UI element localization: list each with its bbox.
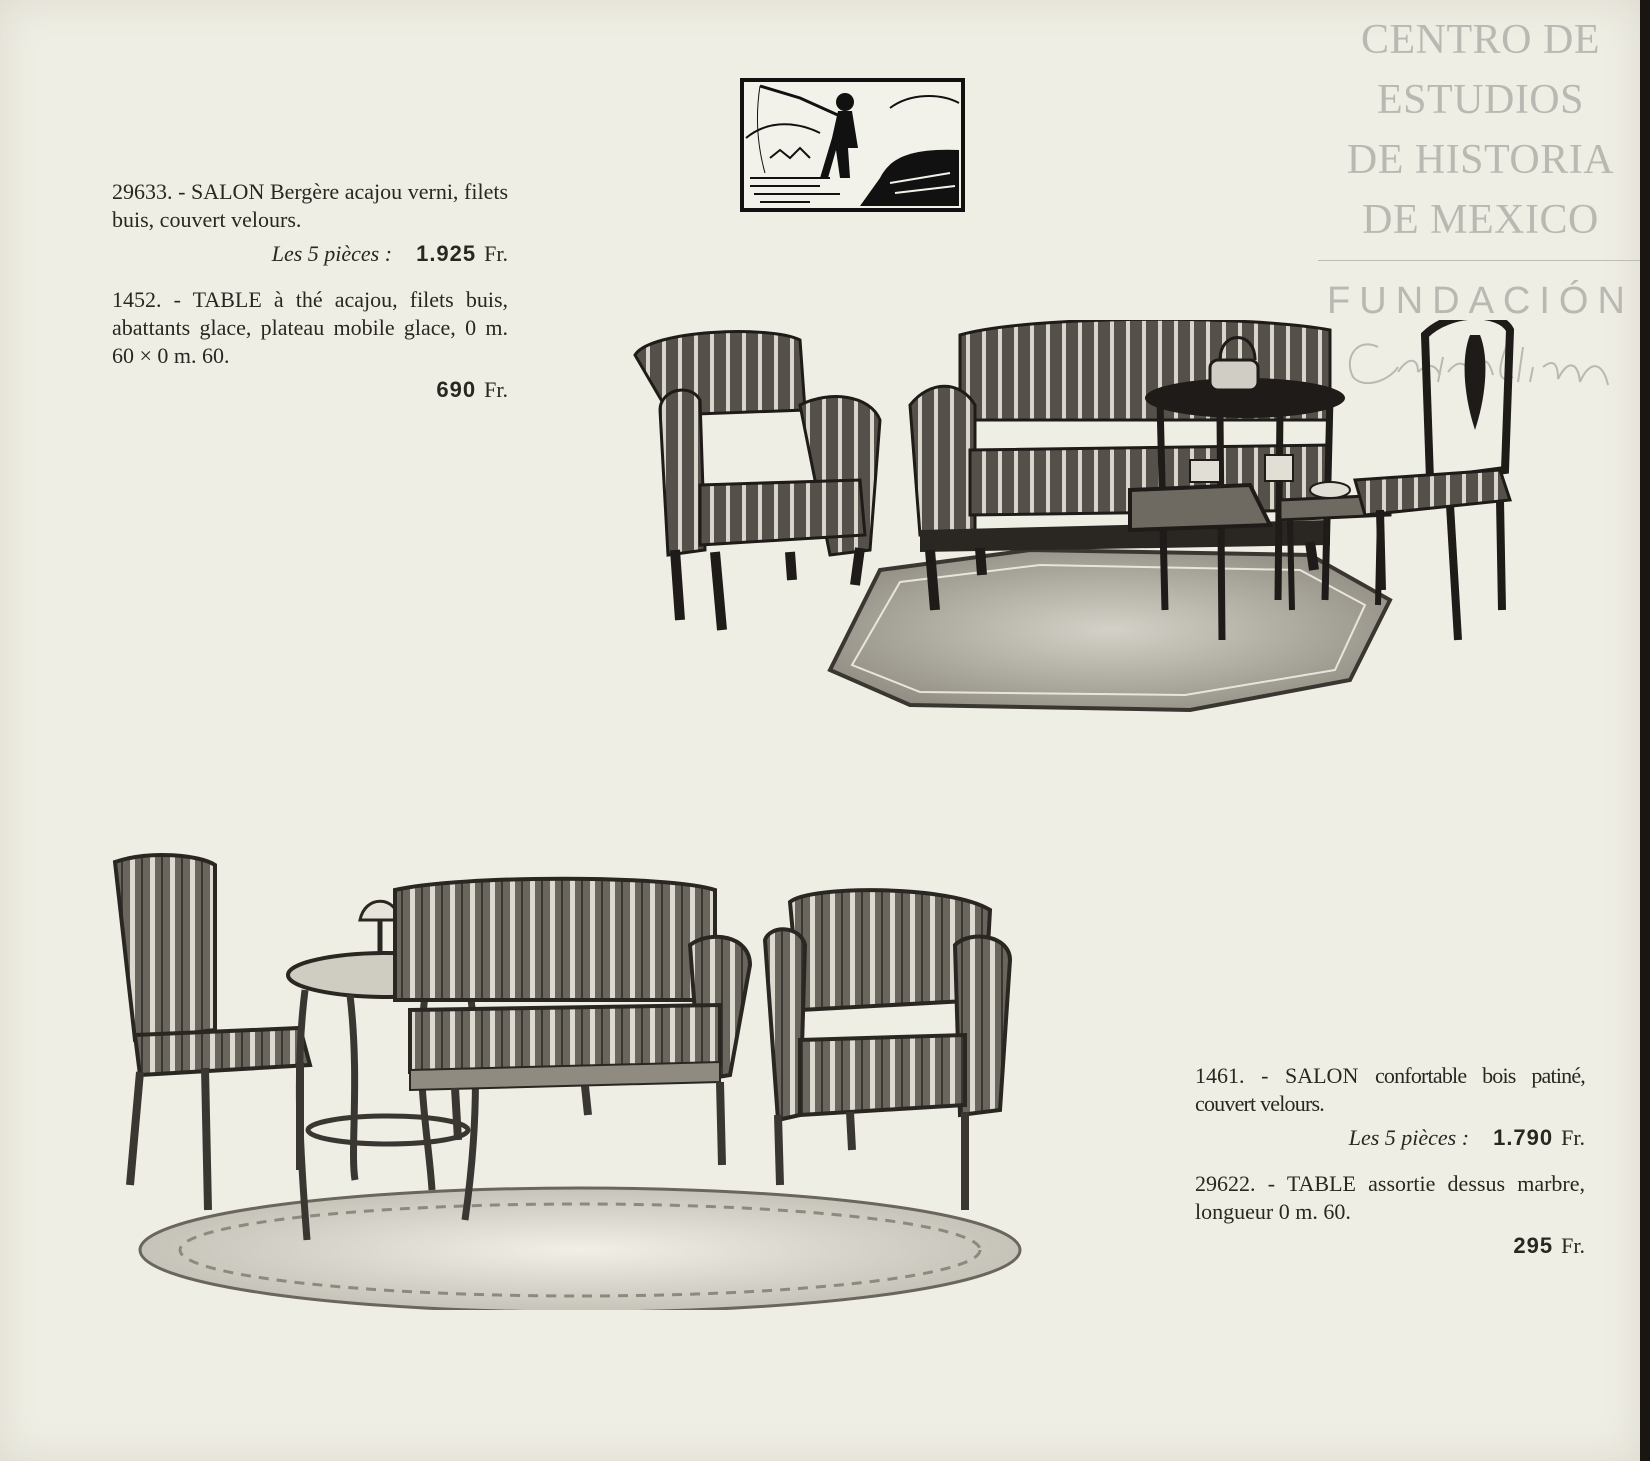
- price-unit: Fr.: [1561, 1233, 1585, 1258]
- watermark-divider: [1318, 260, 1643, 261]
- bottom-descriptions: [1195, 1062, 1585, 1260]
- item-code: 1452. - TABLE: [112, 287, 262, 312]
- page-edge: [1640, 0, 1650, 1461]
- watermark-line: DE HISTORIA: [1346, 137, 1615, 183]
- watermark-line: ESTUDIOS: [1376, 77, 1584, 123]
- item-1452-description: [112, 286, 508, 370]
- item-code: 29622. - TABLE: [1195, 1171, 1356, 1196]
- price-value: 690: [436, 377, 477, 402]
- watermark-foundation: FUNDACIÓN: [1327, 280, 1634, 322]
- item-1461-price: [1195, 1124, 1585, 1152]
- watermark-line: DE MEXICO: [1362, 197, 1599, 243]
- item-29622-price: [1195, 1232, 1585, 1260]
- item-desc: à thé acajou, filets buis, abattants glace, plateau mobile glace, 0 m. 60 × 0 m. 60.: [112, 287, 509, 368]
- top-descriptions: [112, 178, 508, 404]
- item-29622-description: [1195, 1170, 1585, 1226]
- mahogany-salon-set-photo: [630, 320, 1590, 720]
- price-value: 295: [1513, 1233, 1554, 1258]
- item-desc: Bergère acajou verni, filets buis, couvert velours.: [112, 179, 509, 232]
- patinated-salon-set-photo: [110, 850, 1070, 1310]
- watermark-line: CENTRO DE: [1361, 17, 1600, 63]
- price-label: Les 5 pièces :: [1348, 1125, 1470, 1150]
- price-value: 1.790: [1493, 1125, 1554, 1150]
- item-1461-description: [1195, 1062, 1585, 1118]
- price-label: Les 5 pièces :: [271, 241, 393, 266]
- item-code: 1461. - SALON: [1195, 1063, 1359, 1088]
- woodcut-fisherman-icon: [740, 78, 965, 212]
- price-value: 1.925: [416, 241, 477, 266]
- price-unit: Fr.: [484, 241, 508, 266]
- item-1452-price: [112, 376, 508, 404]
- item-code: 29633. - SALON: [112, 179, 265, 204]
- item-29633-description: [112, 178, 508, 234]
- price-unit: Fr.: [1561, 1125, 1585, 1150]
- item-29633-price: [112, 240, 508, 268]
- item-desc: assortie dessus marbre, longueur 0 m. 60.: [1195, 1171, 1586, 1224]
- item-desc: confortable bois patiné, couvert velours.: [1195, 1063, 1586, 1116]
- price-unit: Fr.: [484, 377, 508, 402]
